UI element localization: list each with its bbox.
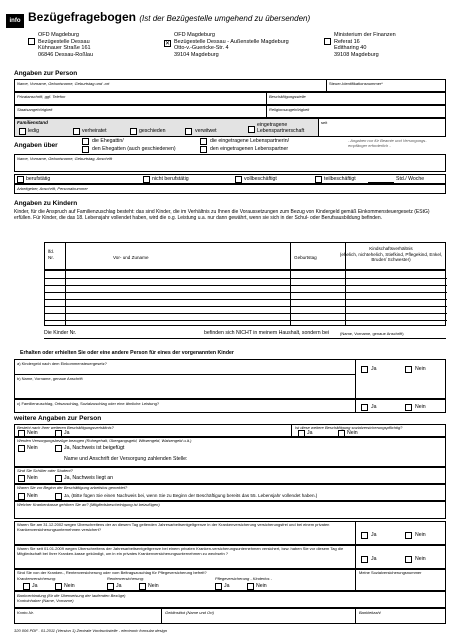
further-row-before [14, 484, 446, 501]
rv-nein: Nein [148, 583, 159, 589]
further-row-versorgung [14, 437, 446, 467]
citizenship-label: Staatsangehörigkeit [17, 107, 53, 112]
spouse-wife-checkbox[interactable] [82, 138, 89, 145]
address-label: Privatanschrift, ggf. Telefon [17, 94, 66, 99]
family-status-label: Familienstand [17, 120, 48, 125]
q-insurance-nein: Nein [347, 430, 358, 436]
emp-nicht-checkbox[interactable] [143, 176, 150, 183]
hours-line[interactable] [368, 182, 394, 183]
pv-label: Pflegeversicherung - Kinderlos - [215, 576, 272, 581]
recipient-1[interactable] [28, 32, 94, 58]
benefit-q2-ja: Ja [371, 404, 377, 410]
benefits-box-c [14, 399, 446, 413]
q-insurance-ja: Ja [307, 430, 313, 436]
emp-voll-label: vollbeschäftigt [244, 176, 277, 182]
q-insurance-ja-checkbox[interactable] [298, 430, 305, 437]
recipient-3-checkbox[interactable] [324, 38, 331, 45]
partner-male-label: den eingetragenen Lebenspartner [210, 146, 289, 152]
kv-ja: Ja [32, 583, 38, 589]
name-label: Name, Vorname, Geburtsname, Geburtstag und -ort [17, 81, 110, 86]
children-table-header [44, 242, 446, 270]
tax-id-field[interactable] [326, 79, 446, 92]
col-nr: lfd. Nr. [48, 249, 55, 260]
q-private2: Waren Sie seit 01.01.2009 wegen Überschreitens der Jahresarbeitsentgeltgrenze bei einem privaten Kranken-versicherungsunternehmen versichert, bzw. haben Sie vor diesem Tag die Mitgliedschaft bei Ihrer Kranken-kasse gekündigt, um in ein privates Krankenversicherungsunternehmen zu wechseln ? [17, 546, 344, 556]
tax-id-label: Steuer-Identifikationsnummer* [329, 81, 383, 86]
q-private1-nein: Nein [415, 532, 426, 538]
q-versorgung-nein: Nein [27, 445, 38, 451]
religion-field[interactable] [266, 105, 446, 118]
q-private1-nein-checkbox[interactable] [405, 532, 412, 539]
spouse-husband-checkbox[interactable] [82, 146, 89, 153]
bank-holder-field[interactable] [14, 591, 446, 608]
q-before-nein-checkbox[interactable] [18, 493, 25, 500]
konto-label: Konto-Nr. [17, 610, 34, 615]
q-student-nein: Nein [27, 475, 38, 481]
spouse-employment-row [14, 174, 446, 184]
recipient-3-address: Ministerium der Finanzen Referat 16 Editharing 40 39108 Magdeburg [334, 32, 396, 58]
q-student-ja: Ja, Nachweis liegt an [64, 475, 114, 481]
pv-nein-checkbox[interactable] [247, 583, 254, 590]
benefit-q2-nein-checkbox[interactable] [405, 404, 412, 411]
rv-nein-checkbox[interactable] [139, 583, 146, 590]
status-geschieden-checkbox[interactable] [130, 128, 137, 135]
emp-berufstaetig-label: berufstätig [26, 176, 51, 182]
q-private1: Waren Sie am 31.12.2002 wegen Überschreitens der an diesem Tag geltenden Jahresarbeitsentgeltgrenze in der Krankenversicherung versicherungsfrei und bei einem privaten Krankenversicherungsunternehmen versichert? [17, 522, 330, 532]
q-student: Sind Sie Schüler oder Student? [17, 468, 73, 473]
emp-teil-label: teilbeschäftigt [324, 176, 356, 182]
benefit-q1-nein: Nein [415, 366, 426, 372]
children-footer-right: (Name, Vorname, genaue Anschrift) [340, 331, 404, 336]
status-ledig-label: ledig [28, 128, 39, 134]
spouse-heading: Angaben über [14, 142, 58, 149]
q-pension-ja: Ja [64, 430, 70, 436]
spouse-employer-label: Arbeitgeber, Anschrift, Personalnummer [17, 186, 88, 191]
title-text: Bezügefragebogen [28, 10, 137, 24]
further-row-pflege [14, 569, 446, 591]
rv-ja: Ja [116, 583, 122, 589]
further-row-health[interactable] [14, 501, 446, 519]
further-heading: weitere Angaben zur Person [14, 415, 102, 422]
since-label: seit [321, 120, 328, 125]
further-row-1 [14, 424, 446, 437]
bank-details-row [14, 608, 446, 624]
spouse-husband-label: den Ehegatten (auch geschiedenen) [92, 146, 176, 152]
col-name: Vor- und Zuname [113, 255, 149, 260]
spouse-note: - Angaben nur für Beamte und Versorgungs- empfänger erforderlich - [348, 138, 427, 148]
recipient-2-address: OFD Magdeburg Bezügestelle Dessau - Außenstelle Magdeburg Otto-v.-Guericke-Str. 4 39104 Magdeburg [174, 32, 289, 58]
benefit-q1-nein-checkbox[interactable] [405, 366, 412, 373]
q-pension-nein: Nein [27, 430, 38, 436]
q-private2-ja: Ja [371, 556, 377, 562]
spouse-employer-field[interactable] [14, 184, 446, 194]
kv-nein: Nein [64, 583, 75, 589]
q-before-ja-checkbox[interactable] [55, 493, 62, 500]
benefit-q1b: b) Name, Vorname, genaue Anschrift [17, 376, 83, 381]
q-pension-nein-checkbox[interactable] [18, 430, 25, 437]
benefits-heading: Erhalten oder erhielten Sie oder eine andere Person für eines der vorgenannten Kinder [20, 350, 234, 356]
bank-label: Bankverbindung (für die Überweisung der laufenden Bezüge) Kontoinhaber (Name, Vorname) [17, 593, 126, 603]
kv-nein-checkbox[interactable] [55, 583, 62, 590]
benefit-q1-ja: Ja [371, 366, 377, 372]
status-verwitwet-label: verwitwet [195, 128, 217, 134]
title-subtitle: (Ist der Bezügestelle umgehend zu übersenden) [139, 14, 311, 23]
q-versorgung-ja-checkbox[interactable] [55, 445, 62, 452]
recipient-3[interactable] [324, 32, 396, 58]
emp-nicht-label: nicht berufstätig [152, 176, 189, 182]
benefit-q2-nein: Nein [415, 404, 426, 410]
institut-label: Geldinstitut (Name und Ort) [165, 610, 214, 615]
person-heading: Angaben zur Person [14, 70, 78, 77]
q-before-ja: Ja, (Bitte fügen Sie einen Nachweis bei, wenn Sie zu Beginn der Beschäftigung bereits das 55. Lebensjahr vollendet haben.) [64, 493, 318, 498]
benefits-box-a [14, 359, 446, 399]
recipient-2-checkbox[interactable] [164, 40, 171, 47]
rv-label: Rentenversicherung: [107, 576, 144, 581]
spouse-name-label: Name, Vorname, Geburtsname, Geburtstag, Anschrift [17, 156, 113, 161]
page-title [28, 10, 310, 24]
rv-ja-checkbox[interactable] [107, 583, 114, 590]
status-verheiratet-checkbox[interactable] [73, 128, 80, 135]
partner-female-label: die eingetragene Lebenspartnerin/ [210, 138, 290, 144]
pv-ja: Ja [224, 583, 230, 589]
benefit-q1-ja-checkbox[interactable] [361, 366, 368, 373]
children-table-body[interactable] [44, 270, 446, 326]
children-heading: Angaben zu Kindern [14, 200, 78, 207]
versorgung-source: Name und Anschrift der Versorgung zahlenden Stelle: [64, 456, 188, 462]
q-before-nein: Nein [27, 493, 38, 499]
form-id: 320 006 PDF . 01.2011 (Version 1) Zentrale Vordruckstelle - electronic formular design [14, 628, 167, 633]
further-row-student [14, 467, 446, 484]
col-birth: Geburtstag [294, 255, 317, 260]
q-private2-nein: Nein [415, 556, 426, 562]
status-verwitwet-checkbox[interactable] [185, 128, 192, 135]
spouse-wife-label: die Ehegattin/ [92, 138, 124, 144]
q-student-nein-checkbox[interactable] [18, 475, 25, 482]
status-ledig-checkbox[interactable] [19, 128, 26, 135]
benefit-q2-ja-checkbox[interactable] [361, 404, 368, 411]
col-relation: Kindschaftsverhältnis (ehelich, nichtehelich, Stiefkind, Pflegekind, Enkel, Bruder/ Schwester) [339, 246, 443, 263]
q-private2-nein-checkbox[interactable] [405, 556, 412, 563]
status-geschieden-label: geschieden [139, 128, 166, 134]
blz-label: Bankleitzahl [359, 610, 381, 615]
benefit-q1: a) Kindergeld nach dem Einkommensteuergesetz? [17, 361, 107, 366]
emp-berufstaetig-checkbox[interactable] [17, 176, 24, 183]
spouse-name-field[interactable] [14, 154, 446, 172]
info-badge: info [6, 14, 24, 28]
q-health: Welcher Krankenkasse gehören Sie an? (Mitgliedsbescheinigung ist beizufügen) [17, 502, 160, 507]
q-versorgung-ja: Ja, Nachweis ist beigefügt [64, 445, 125, 451]
children-footer-mid: befinden sich NICHT in meinem Haushalt, sondern bei [204, 330, 330, 336]
pv-ja-checkbox[interactable] [215, 583, 222, 590]
q-pension-ja-checkbox[interactable] [55, 430, 62, 437]
since-field[interactable] [318, 118, 446, 137]
kv-ja-checkbox[interactable] [23, 583, 30, 590]
partner-female-checkbox[interactable] [200, 138, 207, 145]
hours-label: Std./ Woche [396, 176, 425, 182]
q-versorgung: Werden Versorgungsbezüge bezogen (Ruhegehalt, Übergangsgeld, Witwengeld, Waisengeld u.ä.) [17, 438, 192, 443]
children-intro: Kinder, für die Anspruch auf Familienzuschlag besteht: das sind Kinder, die im Verhältnis zu Ihnen die Voraussetzungen zum Bezug von Kindergeld gemäß Einkommensteuergesetz (EStG) erfüllen. Für Kinder, die das 18. Lebensjahr vollendet haben, wird die o.g. Leistung u.a. nur dann gewährt, wenn sie sich in der Schul- oder Berufsausbildung befinden. [14, 209, 430, 222]
form-page [6, 4, 446, 636]
q-insurance-nein-checkbox[interactable] [338, 430, 345, 437]
emp-teil-checkbox[interactable] [315, 176, 322, 183]
q-before: Waren Sie vor Beginn der Beschäftigung arbeitslos gemeldet? [17, 485, 128, 490]
emp-voll-checkbox[interactable] [235, 176, 242, 183]
further-row-private1 [14, 521, 446, 545]
religion-label: Religionszugehörigkeit [269, 107, 310, 112]
q-private1-ja: Ja [371, 532, 377, 538]
sv-number-label: Meine Sozialversicherungsnummer [359, 570, 422, 575]
recipient-1-address: OFD Magdeburg Bezügestelle Dessau Kühnauer Straße 161 06846 Dessau-Roßlau [38, 32, 94, 58]
further-row-private2 [14, 545, 446, 569]
q-pension: Besteht nach Ihrer weiteren Beschäftigungsverhältnis? [17, 425, 114, 430]
partner-male-checkbox[interactable] [200, 146, 207, 153]
pv-nein: Nein [256, 583, 267, 589]
status-partnerschaft-label: eingetragene Lebenspartnerschaft [257, 122, 305, 134]
q-pflege: Sind Sie von der Kranken-, Rentenversicherung oder vom Beitragszuschlag für Pflegeversicherung befreit? [17, 570, 207, 575]
status-partnerschaft-checkbox[interactable] [248, 126, 255, 133]
kv-label: Krankenversicherung: [17, 576, 56, 581]
q-private1-ja-checkbox[interactable] [361, 532, 368, 539]
q-student-ja-checkbox[interactable] [55, 475, 62, 482]
q-private2-ja-checkbox[interactable] [361, 556, 368, 563]
recipient-2[interactable] [164, 32, 289, 58]
recipient-1-checkbox[interactable] [28, 38, 35, 45]
status-verheiratet-label: verheiratet [82, 128, 107, 134]
q-versorgung-nein-checkbox[interactable] [18, 445, 25, 452]
employment-label: Beschäftigungsstelle [269, 94, 306, 99]
q-insurance: Ist diese weitere Beschäftigung sozialversicherungspflichtig? [295, 425, 403, 430]
employment-field[interactable] [266, 92, 446, 105]
benefit-q2: c) Familienzuschlag, Ortszuschlag, Sozialzuschlag oder eine ähnliche Leistung? [17, 401, 160, 406]
children-footer-left: Die Kinder Nr. [44, 330, 77, 336]
